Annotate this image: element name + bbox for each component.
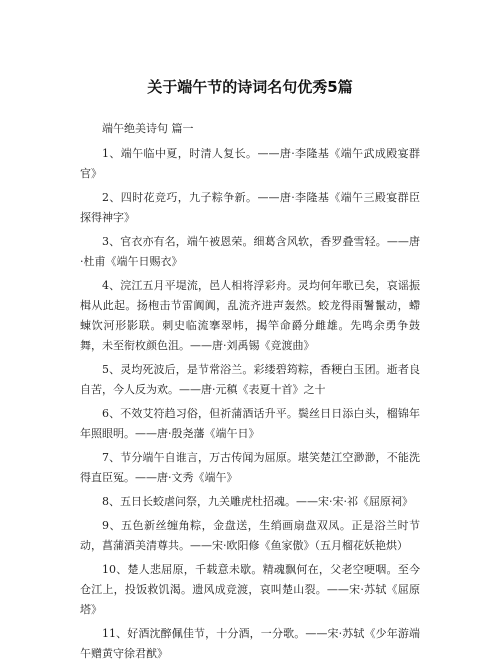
poem-line-5: 5、灵均死波后，是节常浴兰。彩缕碧筠粽，香粳白玉团。逝者良自苦，今人反为欢。——唐·元稹《表夏十首》之十	[80, 363, 420, 396]
poem-line-1: 1、端午临中夏，时清人复长。——唐·李隆基《端午武成殿宴群官》	[80, 147, 420, 180]
poem-line-4: 4、浣江五月平堤流，邑人相将浮彩舟。灵均何年歌已矣，哀谣振楫从此起。扬枹击节雷阗阗，乱流齐进声轰然。蛟龙得雨鬐鬣动，螮蝀饮河形影联。刺史临流搴翠帏，揭竿命爵分雌雄。先鸣余勇争鼓舞，未至衔枚颜色沮。——唐·刘禹锡《竞渡曲》	[80, 279, 420, 352]
poem-line-11: 11、好酒沈醉佩佳节，十分酒，一分歌。——宋·苏轼《少年游端午赠黄守徐君猷》	[80, 627, 420, 660]
document-title: 关于端午节的诗词名句优秀5篇	[147, 78, 353, 96]
poem-line-6: 6、不效艾符趋习俗，但祈蒲酒话升平。鬓丝日日添白头，榴锦年年照眼明。——唐·殷尧藩《端午日》	[80, 407, 420, 440]
poem-line-7: 7、节分端午自谁言，万古传闻为屈原。堪笑楚江空渺渺，不能洗得直臣冤。——唐·文秀《端午》	[80, 451, 420, 484]
poem-line-10: 10、楚人悲屈原，千载意未歇。精魂飘何在，父老空哽咽。至今仓江上，投饭救饥渴。遗风成竞渡，哀叫楚山裂。——宋·苏轼《屈原塔》	[80, 563, 420, 616]
document-body	[80, 120, 420, 668]
poem-line-8: 8、五日长蛟虐问祭，九关雕虎杜招魂。——宋·宋·祁《屈原祠》	[102, 495, 413, 508]
poem-line-9: 9、五色新丝缠角粽，金盘送，生绡画扇盘双凤。正是浴兰时节动，菖蒲酒美清尊共。——宋·欧阳修《鱼家傲》（五月榴花妖艳烘）	[80, 519, 420, 552]
poem-line-2: 2、四时花竞巧，九子粽争新。——唐·李隆基《端午三殿宴群臣探得神字》	[80, 191, 420, 224]
section-heading: 端午绝美诗句 篇一	[102, 122, 194, 135]
poem-line-3: 3、官衣亦有名，端午被恩荣。细葛含风软，香罗叠雪轻。——唐·杜甫《端午日赐衣》	[80, 235, 420, 268]
